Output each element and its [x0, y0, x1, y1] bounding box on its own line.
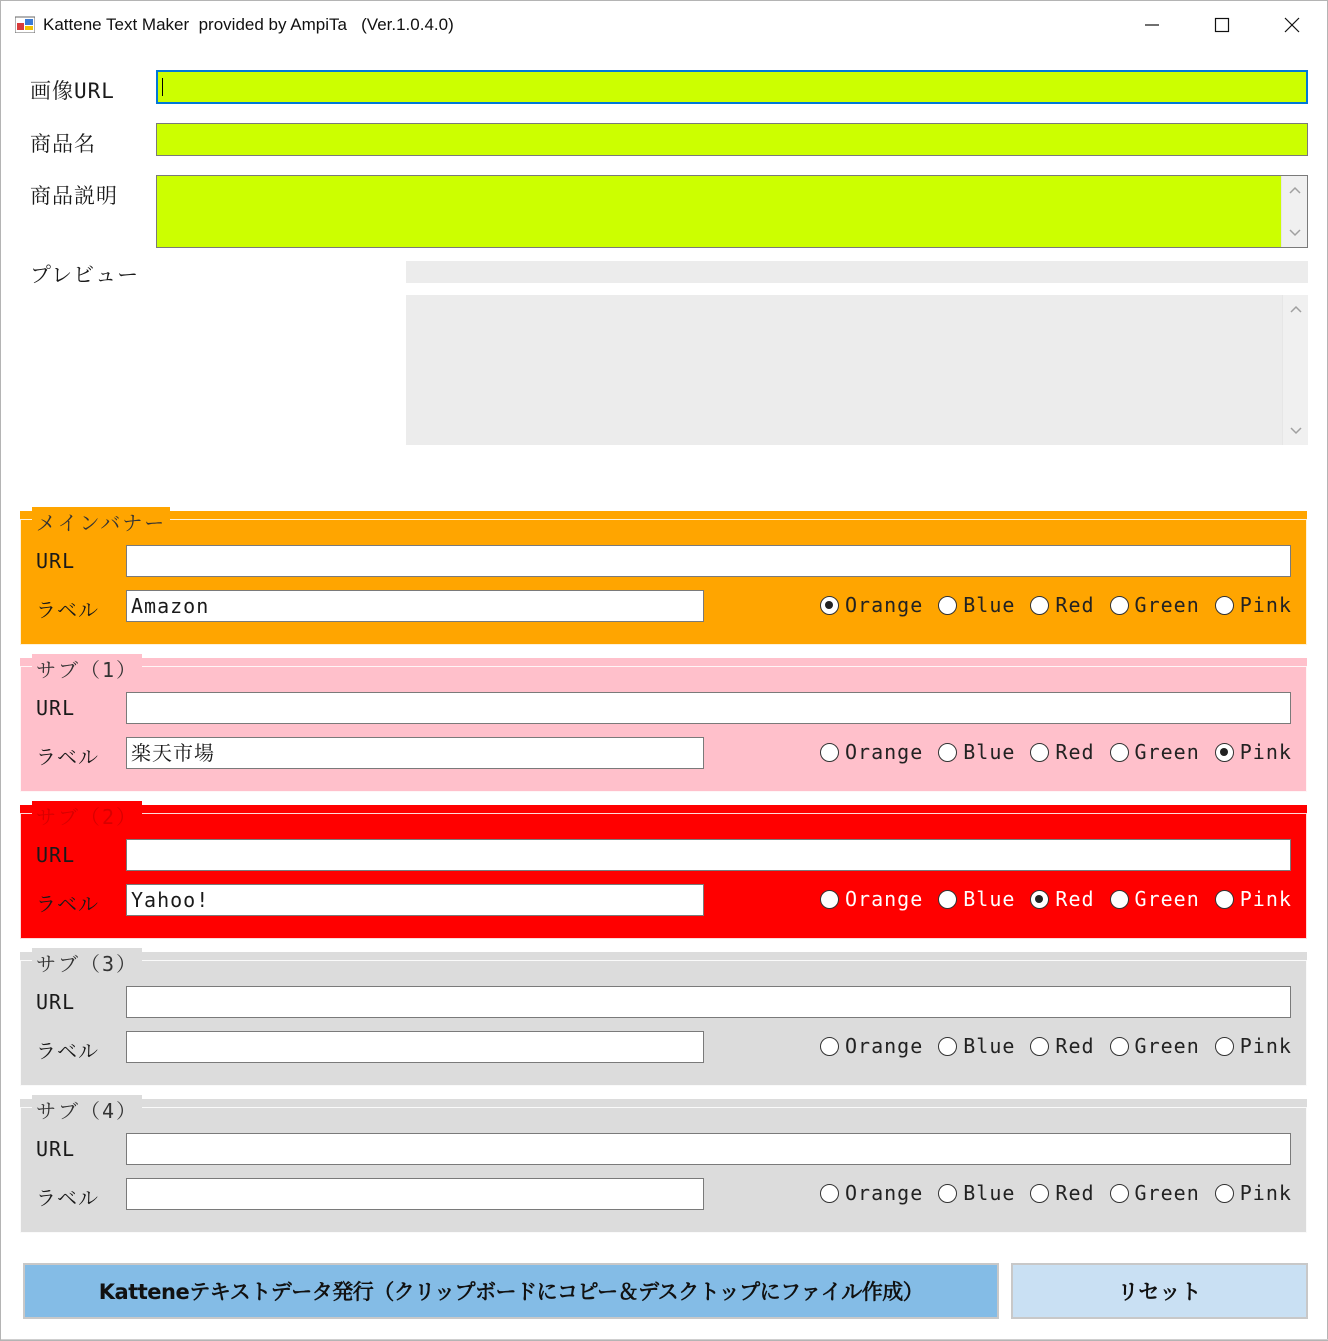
radio-circle-icon[interactable]	[938, 1184, 957, 1203]
group-frame	[20, 666, 1307, 792]
radio-circle-icon[interactable]	[820, 596, 839, 615]
radio-label: Orange	[845, 1034, 924, 1058]
group-frame	[20, 519, 1307, 645]
radio-label: Green	[1134, 887, 1200, 911]
radio-label: Green	[1134, 740, 1200, 764]
radio-red[interactable]	[1030, 1034, 1094, 1058]
group-url-input[interactable]	[126, 986, 1291, 1018]
radio-red[interactable]	[1030, 1181, 1094, 1205]
radio-label: Red	[1055, 593, 1095, 617]
scroll-up-arrow-icon[interactable]	[1283, 297, 1309, 321]
radio-orange[interactable]	[820, 887, 923, 911]
group-label-label: ラベル	[36, 1186, 99, 1210]
group-label-input[interactable]	[126, 1031, 704, 1063]
product-description-label: 商品説明	[30, 184, 118, 208]
group-box-2	[20, 805, 1307, 939]
group-title: サブ（2）	[32, 801, 142, 830]
group-label-label: ラベル	[36, 1039, 99, 1063]
maximize-button[interactable]	[1187, 1, 1257, 49]
group-title: メインバナー	[32, 507, 170, 536]
app-icon	[15, 15, 35, 33]
radio-label: Blue	[963, 887, 1016, 911]
preview-scrollbar[interactable]	[1282, 295, 1308, 445]
publish-button-label: Katteneテキストデータ発行（クリップボードにコピー＆デスクトップにファイル作成）	[98, 1280, 924, 1304]
radio-circle-icon[interactable]	[938, 890, 957, 909]
preview-textarea[interactable]	[406, 295, 1308, 445]
group-frame	[20, 1107, 1307, 1233]
group-url-label: URL	[36, 549, 76, 573]
radio-blue[interactable]	[938, 887, 1015, 911]
group-frame	[20, 960, 1307, 1086]
radio-label: Green	[1134, 593, 1200, 617]
radio-circle-icon[interactable]	[1215, 596, 1234, 615]
radio-orange[interactable]	[820, 593, 923, 617]
scroll-down-arrow-icon[interactable]	[1283, 419, 1309, 443]
radio-label: Pink	[1239, 1181, 1292, 1205]
group-frame	[20, 813, 1307, 939]
group-box-0	[20, 511, 1307, 645]
reset-button-label: リセット	[1117, 1280, 1202, 1304]
group-url-input[interactable]	[126, 545, 1291, 577]
group-label-input[interactable]: Yahoo!	[126, 884, 704, 916]
group-url-input[interactable]	[126, 839, 1291, 871]
radio-blue[interactable]	[938, 740, 1015, 764]
radio-circle-icon[interactable]	[1215, 1037, 1234, 1056]
group-box-4	[20, 1099, 1307, 1233]
product-description-textarea[interactable]	[156, 175, 1308, 248]
radio-label: Pink	[1239, 740, 1292, 764]
radio-circle-icon[interactable]	[1030, 890, 1049, 909]
radio-pink[interactable]	[1215, 740, 1292, 764]
radio-label: Pink	[1239, 1034, 1292, 1058]
radio-orange[interactable]	[820, 1181, 923, 1205]
reset-button[interactable]	[1011, 1263, 1308, 1319]
color-radio-group	[820, 887, 1307, 911]
radio-label: Blue	[963, 1034, 1016, 1058]
group-url-label: URL	[36, 696, 76, 720]
radio-circle-icon[interactable]	[1215, 890, 1234, 909]
title-bar	[1, 1, 1327, 49]
radio-circle-icon[interactable]	[820, 1037, 839, 1056]
radio-label: Orange	[845, 1181, 924, 1205]
radio-circle-icon[interactable]	[1110, 890, 1129, 909]
radio-green[interactable]	[1110, 740, 1200, 764]
radio-orange[interactable]	[820, 1034, 923, 1058]
maximize-icon	[1214, 17, 1230, 33]
radio-blue[interactable]	[938, 593, 1015, 617]
radio-label: Red	[1055, 740, 1095, 764]
group-title: サブ（3）	[32, 948, 142, 977]
radio-circle-icon[interactable]	[1215, 743, 1234, 762]
radio-pink[interactable]	[1215, 1034, 1292, 1058]
radio-circle-icon[interactable]	[1110, 1037, 1129, 1056]
radio-label: Blue	[963, 1181, 1016, 1205]
preview-label: プレビュー	[30, 263, 140, 287]
group-url-input[interactable]	[126, 1133, 1291, 1165]
product-name-label: 商品名	[30, 132, 96, 156]
group-label-label: ラベル	[36, 598, 99, 622]
radio-label: Blue	[963, 740, 1016, 764]
group-label-input[interactable]: Amazon	[126, 590, 704, 622]
image-url-input[interactable]	[156, 70, 1308, 104]
product-name-input[interactable]	[156, 123, 1308, 156]
radio-red[interactable]	[1030, 593, 1094, 617]
scroll-up-arrow-icon[interactable]	[1282, 178, 1308, 202]
radio-label: Pink	[1239, 593, 1292, 617]
radio-red[interactable]	[1030, 740, 1094, 764]
radio-label: Blue	[963, 593, 1016, 617]
scroll-down-arrow-icon[interactable]	[1282, 221, 1308, 245]
bottom-divider	[1, 1339, 1328, 1340]
radio-circle-icon[interactable]	[820, 743, 839, 762]
radio-circle-icon[interactable]	[938, 743, 957, 762]
radio-label: Red	[1055, 1181, 1095, 1205]
radio-label: Orange	[845, 740, 924, 764]
radio-circle-icon[interactable]	[1215, 1184, 1234, 1203]
group-box-1	[20, 658, 1307, 792]
radio-green[interactable]	[1110, 593, 1200, 617]
radio-label: Red	[1055, 887, 1095, 911]
radio-pink[interactable]	[1215, 887, 1292, 911]
radio-circle-icon[interactable]	[820, 890, 839, 909]
radio-label: Green	[1134, 1034, 1200, 1058]
group-box-3	[20, 952, 1307, 1086]
preview-single-line	[406, 261, 1308, 283]
color-radio-group	[820, 1034, 1307, 1058]
radio-green[interactable]	[1110, 887, 1200, 911]
group-label-label: ラベル	[36, 745, 99, 769]
publish-button[interactable]	[23, 1263, 999, 1319]
group-url-label: URL	[36, 990, 76, 1014]
radio-label: Orange	[845, 593, 924, 617]
group-label-input[interactable]: 楽天市場	[126, 737, 704, 769]
close-button[interactable]	[1257, 1, 1327, 49]
close-icon	[1284, 17, 1300, 33]
radio-circle-icon[interactable]	[1030, 743, 1049, 762]
radio-circle-icon[interactable]	[1030, 1037, 1049, 1056]
color-radio-group	[820, 1181, 1307, 1205]
minimize-icon	[1144, 17, 1160, 33]
color-radio-group	[820, 740, 1307, 764]
radio-circle-icon[interactable]	[1030, 1184, 1049, 1203]
radio-blue[interactable]	[938, 1034, 1015, 1058]
radio-circle-icon[interactable]	[1110, 743, 1129, 762]
description-scrollbar[interactable]	[1281, 176, 1307, 247]
radio-label: Red	[1055, 1034, 1095, 1058]
window-title: Kattene Text Maker provided by AmpiTa (Ver.1.0.4.0)	[43, 15, 454, 34]
radio-label: Green	[1134, 1181, 1200, 1205]
color-radio-group	[820, 593, 1307, 617]
group-url-label: URL	[36, 1137, 76, 1161]
image-url-label: 画像URL	[30, 79, 115, 103]
radio-circle-icon[interactable]	[938, 596, 957, 615]
radio-orange[interactable]	[820, 740, 923, 764]
radio-pink[interactable]	[1215, 1181, 1292, 1205]
radio-green[interactable]	[1110, 1034, 1200, 1058]
radio-label: Orange	[845, 887, 924, 911]
radio-circle-icon[interactable]	[820, 1184, 839, 1203]
radio-circle-icon[interactable]	[938, 1037, 957, 1056]
radio-label: Pink	[1239, 887, 1292, 911]
radio-red[interactable]	[1030, 887, 1094, 911]
radio-circle-icon[interactable]	[1110, 596, 1129, 615]
radio-blue[interactable]	[938, 1181, 1015, 1205]
group-title: サブ（4）	[32, 1095, 142, 1124]
text-caret	[162, 78, 163, 96]
radio-circle-icon[interactable]	[1110, 1184, 1129, 1203]
group-label-label: ラベル	[36, 892, 99, 916]
group-title: サブ（1）	[32, 654, 142, 683]
minimize-button[interactable]	[1117, 1, 1187, 49]
group-label-input[interactable]	[126, 1178, 704, 1210]
group-url-label: URL	[36, 843, 76, 867]
radio-green[interactable]	[1110, 1181, 1200, 1205]
radio-circle-icon[interactable]	[1030, 596, 1049, 615]
group-url-input[interactable]	[126, 692, 1291, 724]
radio-pink[interactable]	[1215, 593, 1292, 617]
